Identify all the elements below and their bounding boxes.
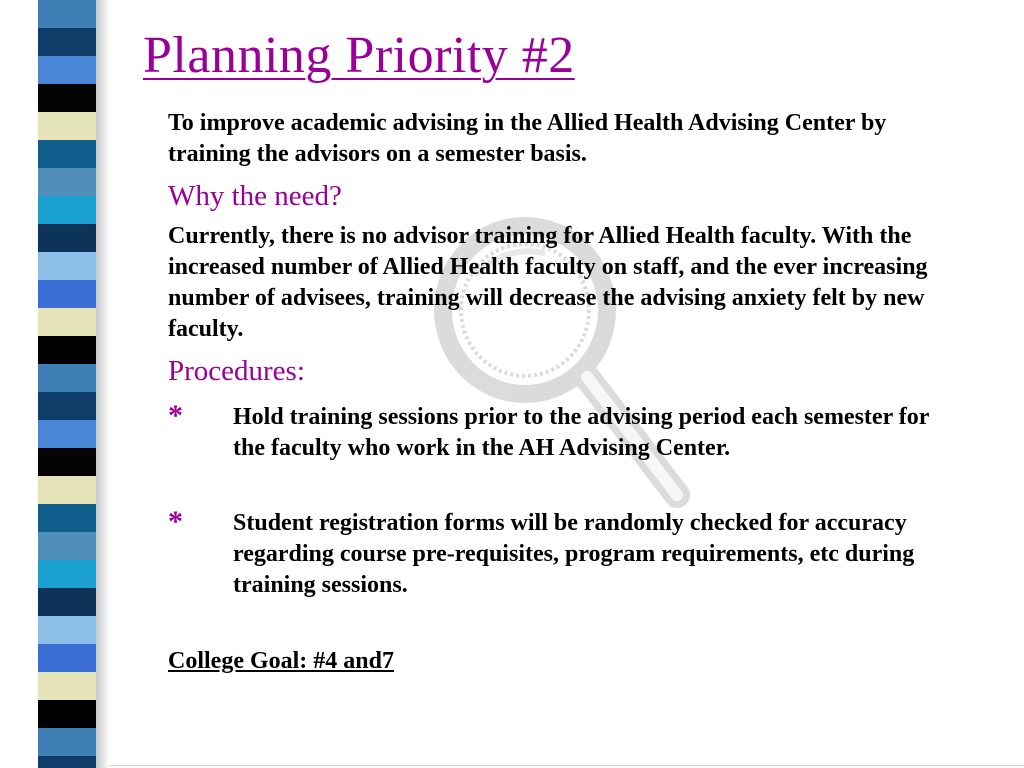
stripe-band [38, 392, 96, 420]
stripe-band [38, 168, 96, 196]
procedures-heading: Procedures: [168, 355, 305, 387]
decorative-stripe-bar [38, 0, 96, 768]
stripe-band [38, 644, 96, 672]
stripe-band [38, 112, 96, 140]
stripe-band [38, 504, 96, 532]
stripe-band [38, 280, 96, 308]
stripe-band [38, 336, 96, 364]
stripe-band [38, 28, 96, 56]
stripe-band [38, 420, 96, 448]
stripe-band [38, 616, 96, 644]
stripe-band [38, 364, 96, 392]
need-description: Currently, there is no advisor training for Allied Health faculty. With the increased number of Allied Health faculty on staff, and the ever increasing number of advisees, training will decrease the advising anxiety felt by new faculty. [168, 223, 928, 342]
goal-statement: To improve academic advising in the Allied Health Advising Center by training the advisors on a semester basis. [168, 110, 887, 167]
stripe-band [38, 756, 96, 768]
bullet-star-icon: * [168, 399, 183, 432]
stripe-band [38, 0, 96, 28]
stripe-band [38, 84, 96, 112]
page-title: Planning Priority #2 [143, 27, 575, 84]
stripe-band [38, 700, 96, 728]
bullet-star-icon: * [168, 505, 183, 538]
college-goal: College Goal: #4 and7 [168, 648, 394, 674]
stripe-band [38, 476, 96, 504]
stripe-band [38, 252, 96, 280]
stripe-band [38, 588, 96, 616]
stripe-band [38, 448, 96, 476]
procedure-item: Student registration forms will be randomly checked for accuracy regarding course pre-requisites, program requirements, etc during training sessions. [233, 510, 915, 598]
stripe-band [38, 672, 96, 700]
stripe-band [38, 56, 96, 84]
stripe-band [38, 308, 96, 336]
need-heading: Why the need? [168, 180, 342, 212]
stripe-band [38, 728, 96, 756]
stripe-band [38, 140, 96, 168]
stripe-band [38, 532, 96, 560]
footer-divider [110, 765, 1024, 766]
stripe-band [38, 196, 96, 224]
procedure-item: Hold training sessions prior to the advising period each semester for the faculty who work in the AH Advising Center. [233, 404, 929, 461]
stripe-shadow [96, 0, 110, 768]
stripe-band [38, 560, 96, 588]
stripe-band [38, 224, 96, 252]
